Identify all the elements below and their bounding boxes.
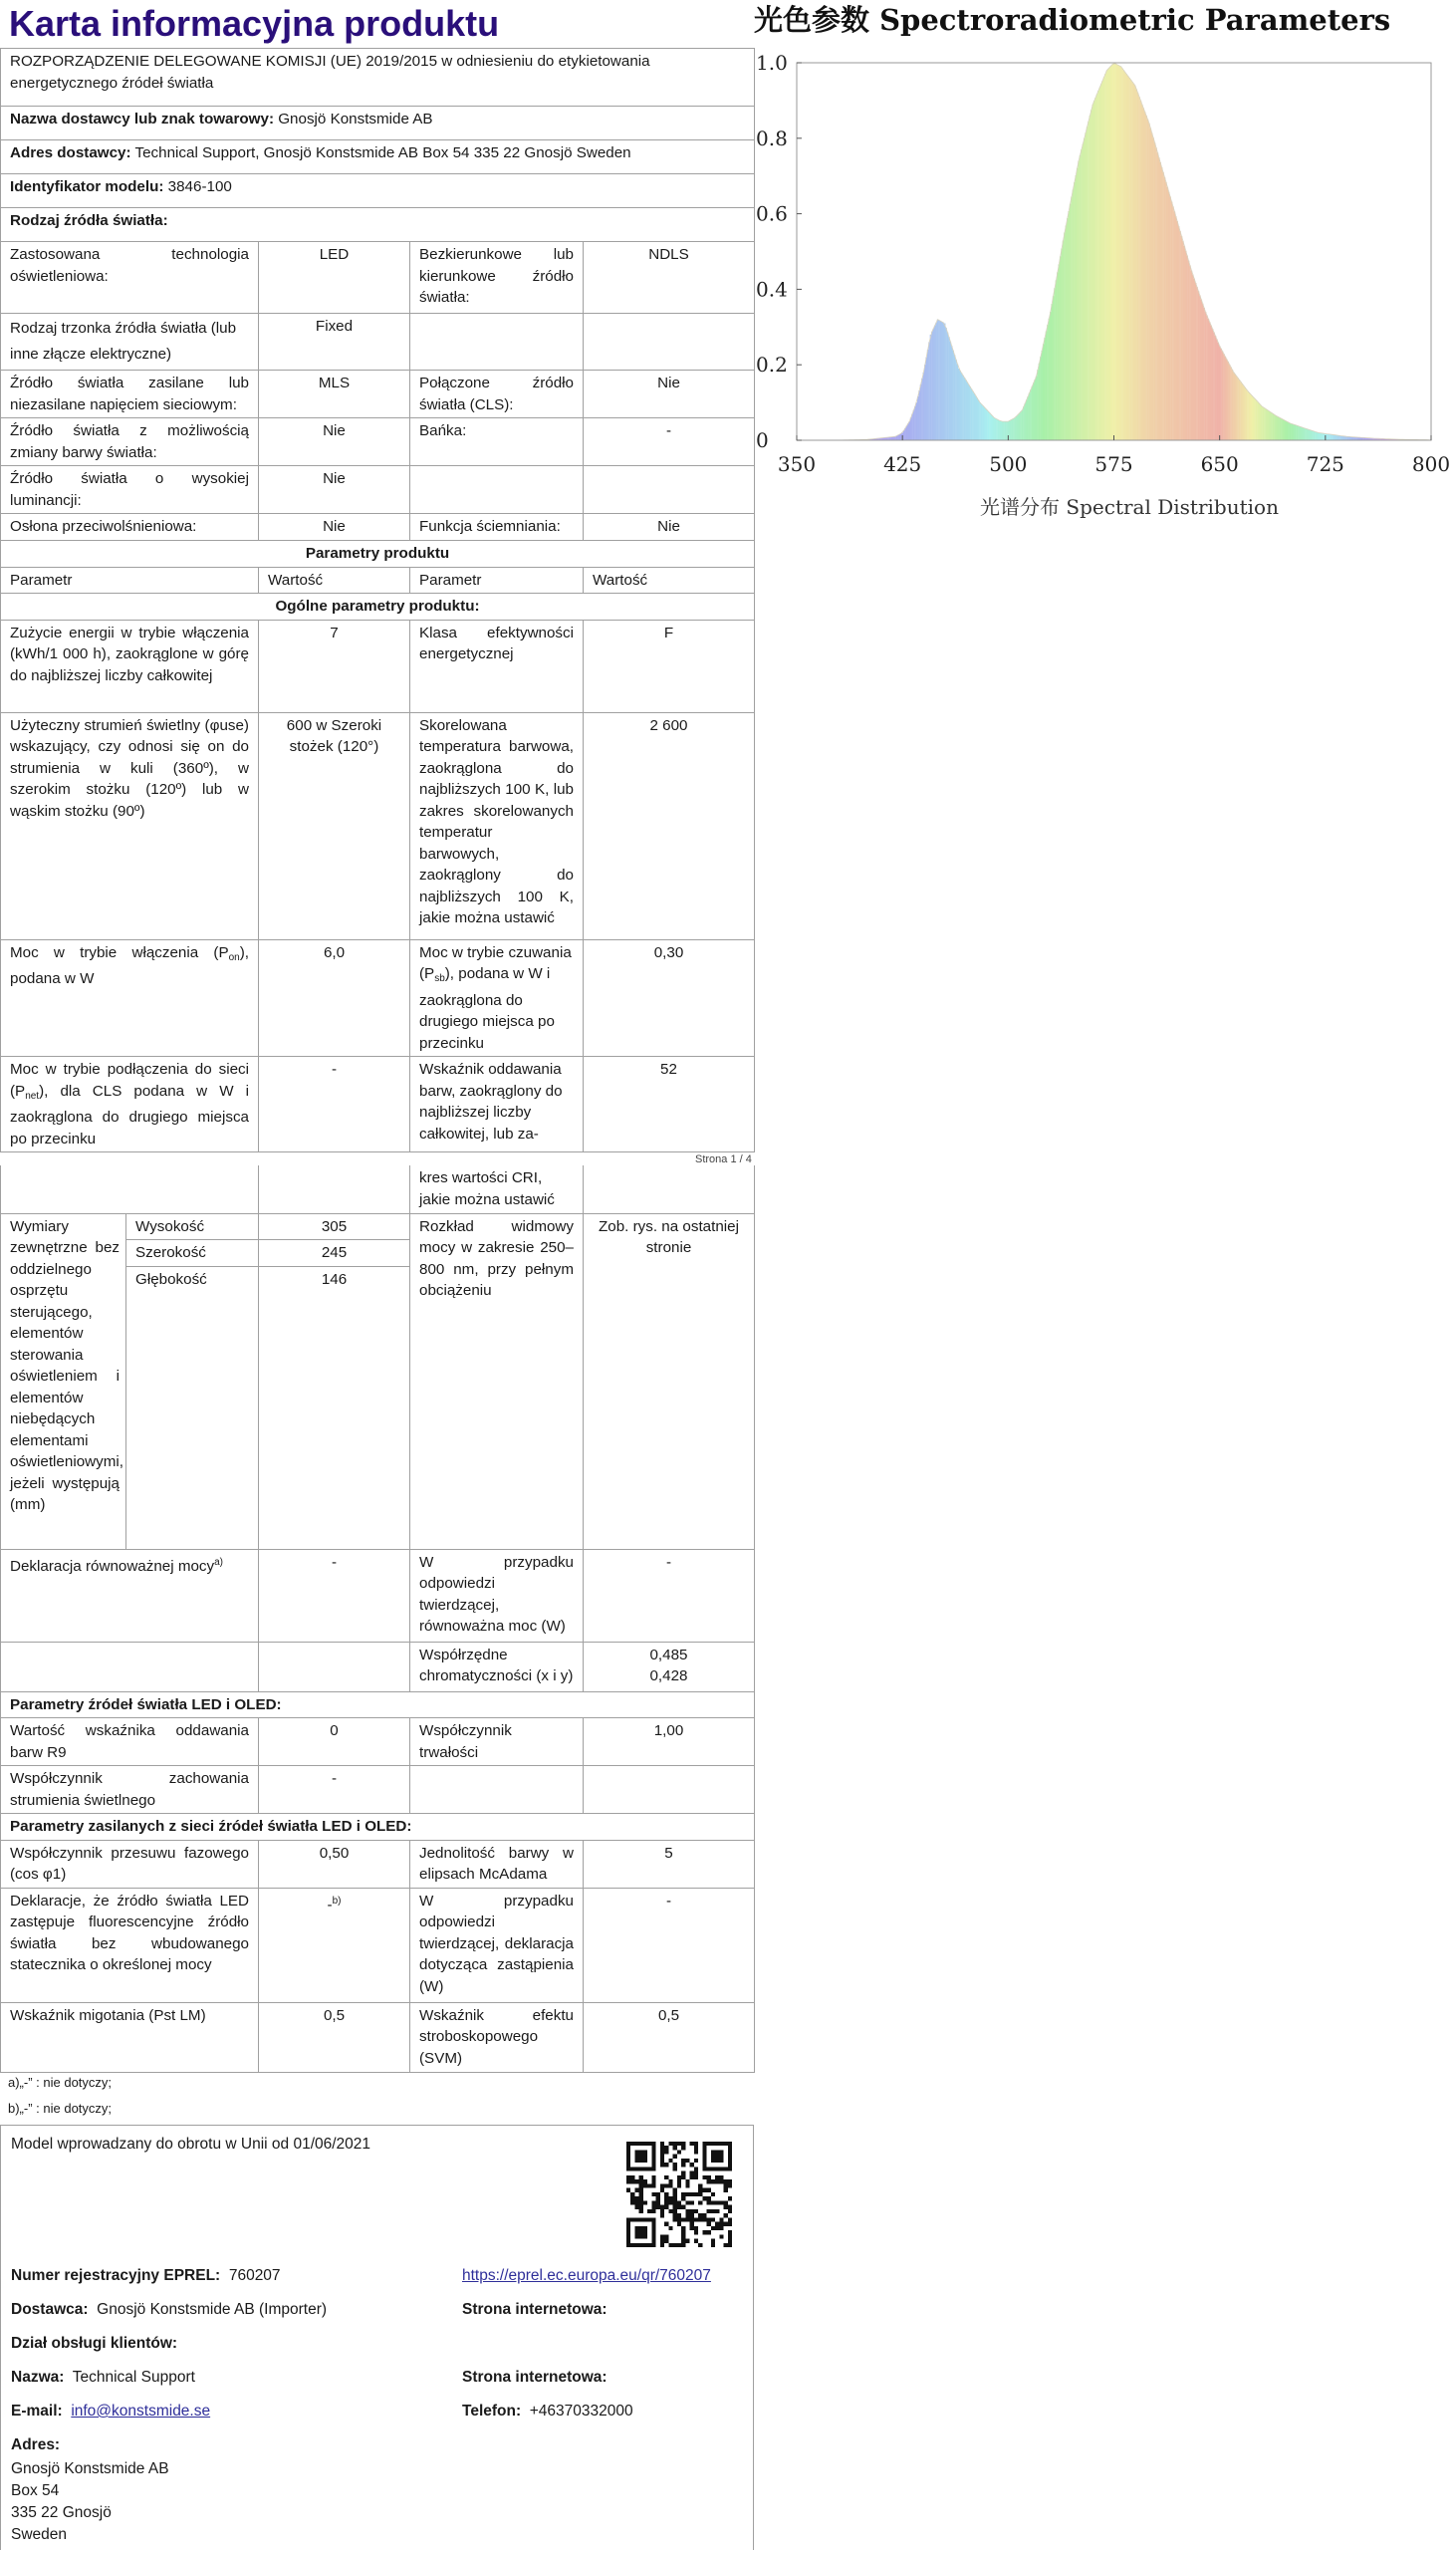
eprel-address: Gnosjö Konstsmide AB Box 54 335 22 Gnosjö Sweden [11, 2460, 169, 2543]
params-heading: Parametry produktu [1, 541, 755, 568]
x-tick-label: 500 [989, 452, 1028, 476]
table-row: Zużycie energii w trybie włączenia (kWh/1 000 h), zaokrąglone w górę do najbliższej liczby całkowitej 7 Klasa efektywności energetycznej F [1, 620, 755, 712]
address-row: Adres dostawcy: Technical Support, Gnosjö Konstsmide AB Box 54 335 22 Gnosjö Sweden [1, 140, 755, 174]
table-row: Deklaracja równoważnej mocy$^{a)}$ - W przypadku odpowiedzi twierdzącej, równoważna moc (W) - [1, 1549, 755, 1642]
led-heading: Parametry źródeł światła LED i OLED: [1, 1691, 755, 1718]
product-sheet [0, 0, 754, 2067]
table-row: kres wartości CRI, jakie można ustawić [1, 1165, 755, 1213]
table-row: Źródło światła z możliwością zmiany barwy światła: Nie Bańka: - [1, 418, 755, 466]
x-tick-label: 725 [1306, 452, 1344, 476]
chart-title: 光色参数 Spectroradiometric Parameters [754, 3, 1391, 37]
type-heading: Rodzaj źródła światła: [1, 208, 755, 242]
y-tick-label: 0.6 [756, 201, 788, 226]
eprel-web-label: Strona internetowa: [462, 2301, 607, 2318]
table-row: Współrzędne chromatyczności (x i y) 0,485 0,428 [1, 1642, 755, 1691]
dims-label: Wymiary zewnętrzne bez oddzielnego osprzętu sterującego, elementów sterowania oświetleniem i elementów niebędących elementami oświetleniowymi, jeżeli występują (mm) [1, 1213, 126, 1549]
sheet-table-part1 [0, 48, 755, 1152]
table-row: Źródło światła zasilane lub niezasilane napięciem sieciowym: MLS Połączone źródło światła (CLS): Nie [1, 371, 755, 418]
spectral-chart [754, 0, 1456, 558]
x-tick-label: 425 [883, 452, 922, 476]
qr-code-icon[interactable] [626, 2142, 732, 2247]
footnote-b: b)„-” : nie dotyczy; [8, 2101, 113, 2116]
eq-label: Deklaracja równoważnej mocy$^{a)}$ [1, 1549, 259, 1642]
params-column-headers: Parametr Wartość Parametr Wartość [1, 567, 755, 594]
table-row: Osłona przeciwolśnieniowa: Nie Funkcja ściemniania: Nie [1, 514, 755, 541]
table-row: Użyteczny strumień świetlny (φuse) wskazujący, czy odnosi się on do strumienia w kuli (360º), w szerokim stożku (120º) lub w wąskim stożku (90º) 600 w Szeroki stożek (120°) Skorelowana temperatura barwowa, zaokrąglona do najbliższych 100 K, lub zakres skorelowanych temperatur barwowych, zaokrąglony do najbliższych 100 K, jakie można ustawić 2 600 [1, 712, 755, 939]
table-row: Współczynnik przesuwu fazowego (cos φ1) 0,50 Jednolitość barwy w elipsach McAdama 5 [1, 1840, 755, 1888]
eprel-service-label: Dział obsługi klientów: [11, 2335, 178, 2352]
eprel-link[interactable]: https://eprel.ec.europa.eu/qr/760207 [462, 2267, 711, 2284]
x-tick-label: 800 [1411, 452, 1451, 476]
dims-row: Wymiary zewnętrzne bez oddzielnego osprzętu sterującego, elementów sterowania oświetleniem i elementów niebędących elementami oświetleniowymi, jeżeli występują (mm) Wysokość 305 Rozkład widmowy mocy w zakresie 250–800 nm, przy pełnym obciążeniu Zob. rys. na ostatniej stronie [1, 1213, 755, 1240]
y-tick-label: 0.2 [756, 353, 788, 378]
regulation-text: ROZPORZĄDZENIE DELEGOWANE KOMISJI (UE) 2019/2015 w odniesieniu do etykietowania energetycznego źródeł światła [1, 49, 755, 107]
dims-row: Szerokość 245 [1, 1240, 755, 1267]
eprel-phone: Telefon: +46370332000 [462, 2403, 633, 2420]
table-row: Wskaźnik migotania (Pst LM) 0,5 Wskaźnik efektu stroboskopowego (SVM) 0,5 [1, 2002, 755, 2072]
eprel-addr-label: Adres: [11, 2436, 61, 2453]
chart-xlabel: 光谱分布 Spectral Distribution [980, 495, 1279, 519]
page-number: Strona 1 / 4 [695, 1153, 752, 1165]
eprel-email: E-mail: info@konstsmide.se [11, 2403, 211, 2420]
eprel-block [0, 2125, 754, 2550]
dims-row: Głębokość 146 [1, 1266, 755, 1549]
decl-value: -$^{b)}$ [259, 1888, 410, 2002]
eprel-web2-label: Strona internetowa: [462, 2369, 607, 2386]
eprel-supplier: Dostawca: Gnosjö Konstsmide AB (Importer) [11, 2301, 328, 2318]
table-row: Moc w trybie włączenia $(P_{on})$, podana w W 6,0 Moc w trybie czuwania $(P_{sb})$, podana w W i zaokrąglona do drugiego miejsca po przecinku 0,30 [1, 939, 755, 1057]
y-tick-label: 0.8 [756, 126, 788, 150]
eprel-name: Nazwa: Technical Support [11, 2369, 195, 2386]
footnotes [8, 2070, 112, 2122]
table-row: Moc w trybie podłączenia do sieci $(P_{net})$, dla CLS podana w W i zaokrąglona do drugiego miejsca po przecinku - Wskaźnik oddawania barw, zaokrąglony do najbliższej liczby całkowitej, lub za- 52 [1, 1057, 755, 1152]
table-row: Wartość wskaźnika oddawania barw R9 0 Współczynnik trwałości 1,00 [1, 1718, 755, 1766]
y-tick-label: 0 [756, 428, 769, 452]
table-row: Zastosowana technologia oświetleniowa: LED Bezkierunkowe lub kierunkowe źródło światła: NDLS [1, 242, 755, 314]
spectrum-bars [840, 63, 1432, 440]
y-tick-label: 0.4 [756, 277, 788, 302]
table-row: Współczynnik zachowania strumienia świetlnego - [1, 1766, 755, 1814]
x-tick-label: 350 [777, 452, 817, 476]
table-row: Deklaracje, że źródło światła LED zastępuje fluorescencyjne źródło światła bez wbudowanego statecznika o określonej mocy -$^{b)}$ W przypadku odpowiedzi twierdzącej, deklaracja dotycząca zastąpienia (W) - [1, 1888, 755, 2002]
spd-value: Zob. rys. na ostatniej stronie [584, 1213, 755, 1549]
chroma-value: 0,485 0,428 [584, 1642, 755, 1691]
y-tick-label: 1.0 [756, 51, 788, 75]
mains-heading: Parametry zasilanych z sieci źródeł światła LED i OLED: [1, 1814, 755, 1841]
supplier-row: Nazwa dostawcy lub znak towarowy: Gnosjö Konstsmide AB [1, 107, 755, 140]
footnote-a: a)„-” : nie dotyczy; [8, 2075, 113, 2090]
sheet-table-part2 [0, 1165, 755, 2073]
x-tick-label: 650 [1200, 452, 1239, 476]
model-row: Identyfikator modelu: 3846-100 [1, 174, 755, 208]
x-tick-label: 575 [1094, 452, 1133, 476]
psb-label: Moc w trybie czuwania $(P_{sb})$, podana w W i zaokrąglona do drugiego miejsca po przecinku [410, 939, 584, 1057]
spd-label: Rozkład widmowy mocy w zakresie 250–800 nm, przy pełnym obciążeniu [410, 1213, 584, 1549]
pon-label: Moc w trybie włączenia $(P_{on})$, podana w W [1, 939, 259, 1057]
eprel-reg: Numer rejestracyjny EPREL: 760207 [11, 2267, 281, 2284]
pnet-label: Moc w trybie podłączenia do sieci $(P_{net})$, dla CLS podana w W i zaokrąglona do drugiego miejsca po przecinku [1, 1057, 259, 1152]
table-row: Źródło światła o wysokiej luminancji: Nie [1, 466, 755, 514]
eprel-intro: Model wprowadzany do obrotu w Unii od 01/06/2021 [11, 2136, 371, 2153]
table-row: Rodzaj trzonka źródła światła (lub inne złącze elektryczne) Fixed [1, 314, 755, 371]
email-link[interactable]: info@konstsmide.se [71, 2403, 211, 2420]
general-heading: Ogólne parametry produktu: [1, 594, 755, 621]
doc-title: Karta informacyjna produktu [9, 3, 500, 44]
